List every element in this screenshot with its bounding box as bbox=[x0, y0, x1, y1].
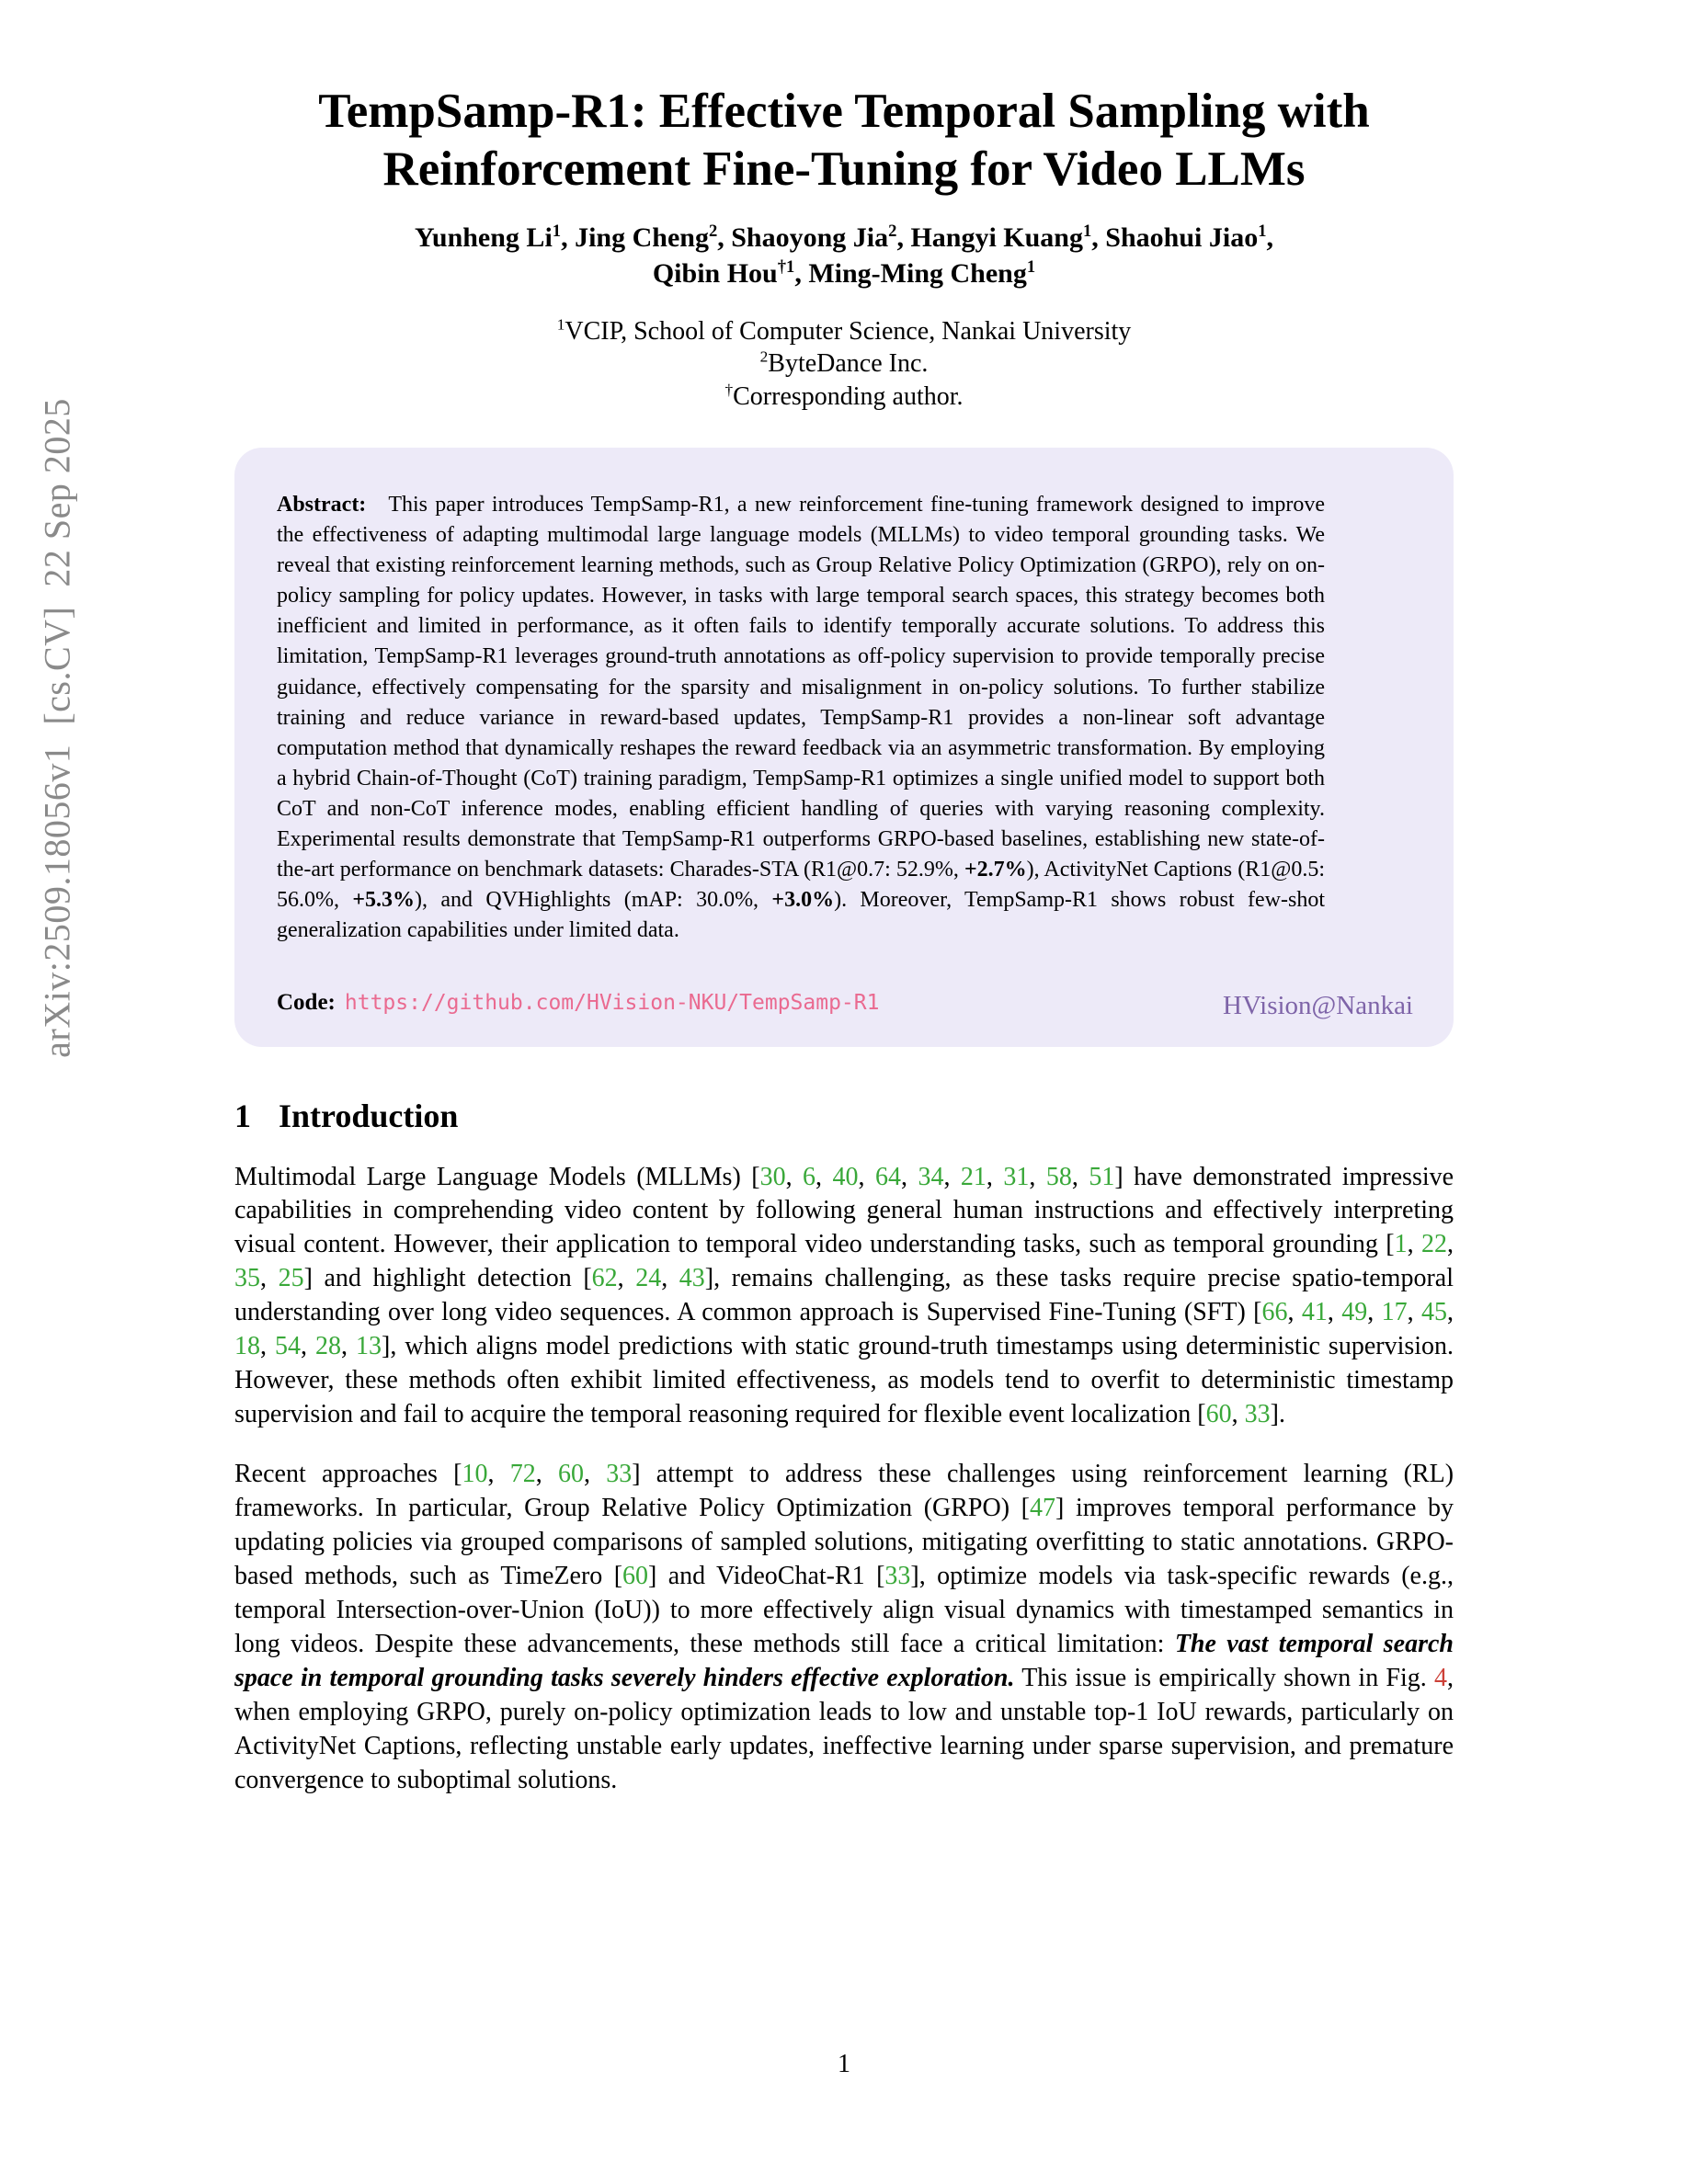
code-label: Code: bbox=[277, 989, 336, 1015]
citation-ref-link[interactable]: 40 bbox=[832, 1162, 859, 1191]
superscript-marker: †1 bbox=[777, 257, 795, 278]
superscript-marker: 2 bbox=[759, 348, 769, 366]
text-segment: , when employing GRPO, purely on-policy optimization leads to low and unstable top-1 IoU rewards, particularly on ActivityNet Captions, reflecting unstable early updates, ineffective learning under sparse supervision, and premature convergence to suboptimal solutions. bbox=[234, 1663, 1454, 1794]
affiliation-2 bbox=[234, 347, 1454, 380]
section-title: Introduction bbox=[279, 1097, 459, 1134]
citation-ref-link[interactable]: 60 bbox=[622, 1561, 649, 1590]
abstract-body bbox=[277, 493, 1325, 943]
text-segment: , Jing Cheng bbox=[561, 222, 709, 254]
citation-ref-link[interactable]: 18 bbox=[234, 1332, 260, 1361]
text-segment: +5.3% bbox=[352, 888, 416, 913]
citation-ref-link[interactable]: 22 bbox=[1421, 1230, 1448, 1259]
citation-ref-link[interactable]: 60 bbox=[557, 1460, 584, 1489]
text-segment: , remains challenging, as these tasks require precise spatio-temporal understanding over long video sequences. A common approach is Supervised Fine-Tuning (SFT) bbox=[234, 1264, 1454, 1327]
citation-ref-link[interactable]: 47 bbox=[1030, 1494, 1055, 1523]
intro-paragraph-2: Recent approaches [10, 72, 60, 33] attempt to address these challenges using reinforcement learning (RL) frameworks. In particular, Group Relative Policy Optimization (GRPO) [47] improves temporal performance by updating policies via grouped comparisons of sampled solutions, mitigating overfitting to static annotations. GRPO-based methods, such as TimeZero [60] and VideoChat-R1 [33], optimize models via task-specific rewards (e.g., temporal Intersection-over-Union (IoU)) to more effectively align visual dynamics with timestamped semantics in long videos. Despite these advancements, these methods still face a critical limitation: The vast temporal search space in temporal grounding tasks severely hinders effective exploration. This issue is empirically shown in Fig. 4, when employing GRPO, purely on-policy optimization leads to low and unstable top-1 IoU rewards, particularly on ActivityNet Captions, reflecting unstable early updates, ineffective learning under sparse supervision, and premature convergence to suboptimal solutions. bbox=[234, 1460, 1454, 1794]
text-segment: , which aligns model predictions with static ground-truth timestamps using deterministic supervision. However, these methods often exhibit limited effectiveness, as models tend to overfit to deterministic timestamp supervision and fail to acquire the temporal reasoning required for flexible event localization bbox=[234, 1332, 1454, 1429]
section-heading-introduction bbox=[234, 1097, 1454, 1135]
citation-ref-link[interactable]: 17 bbox=[1381, 1298, 1408, 1327]
citation-ref-link[interactable]: 21 bbox=[960, 1162, 987, 1191]
text-segment: Qibin Hou bbox=[652, 258, 778, 290]
text-segment: , Shaohui Jiao bbox=[1091, 222, 1259, 254]
citation-ref-link[interactable]: 66 bbox=[1261, 1298, 1288, 1327]
affiliations bbox=[234, 315, 1454, 413]
superscript-marker: 2 bbox=[888, 222, 897, 242]
arxiv-watermark: arXiv:2509.18056v1 [cs.CV] 22 Sep 2025 bbox=[36, 398, 78, 1058]
text-segment: , bbox=[1266, 222, 1274, 254]
text-segment: ByteDance Inc. bbox=[768, 349, 929, 379]
figure-ref-link[interactable]: 4 bbox=[1434, 1663, 1447, 1692]
affiliation-corresponding-note bbox=[234, 381, 1454, 413]
abstract-box bbox=[234, 448, 1454, 1047]
citation-ref-link[interactable]: 60 bbox=[1205, 1400, 1232, 1429]
superscript-marker: † bbox=[724, 381, 734, 399]
text-segment: , optimize models via task-specific rewards (e.g., temporal Intersection-over-Union (IoU)) to more effectively align visual dynamics with timestamped semantics in long videos. Despite these advancements, these methods still face a critical limitation: bbox=[234, 1561, 1454, 1658]
text-segment: , Ming-Ming Cheng bbox=[794, 258, 1027, 290]
text-segment: , Hangyi Kuang bbox=[896, 222, 1083, 254]
text-segment: , Shaoyong Jia bbox=[717, 222, 889, 254]
text-segment: Multimodal Large Language Models (MLLMs) bbox=[234, 1162, 752, 1191]
superscript-marker: 1 bbox=[552, 222, 562, 242]
title-line-2: Reinforcement Fine-Tuning for Video LLMs bbox=[382, 142, 1306, 196]
text-segment: Yunheng Li bbox=[414, 222, 553, 254]
title-line-1: TempSamp-R1: Effective Temporal Sampling with bbox=[318, 85, 1370, 138]
affiliation-1 bbox=[234, 315, 1454, 347]
text-segment: have demonstrated impressive capabilities in comprehending video content by following general human instructions and effectively interpreting visual content. However, their application to temporal video understanding tasks, such as temporal grounding bbox=[234, 1162, 1454, 1259]
citation-ref-link[interactable]: 30 bbox=[759, 1162, 786, 1191]
text-segment: VCIP, School of Computer Science, Nankai University bbox=[565, 317, 1132, 347]
citation-ref-link[interactable]: 28 bbox=[315, 1332, 342, 1361]
text-segment: and VideoChat-R1 bbox=[656, 1561, 877, 1590]
author-line-2 bbox=[234, 256, 1454, 291]
citation-ref-link[interactable]: 10 bbox=[462, 1460, 488, 1489]
citation-ref-link[interactable]: 33 bbox=[884, 1561, 911, 1590]
citation-ref-link[interactable]: 64 bbox=[874, 1162, 901, 1191]
page-number: 1 bbox=[838, 2050, 850, 2078]
text-segment: and highlight detection bbox=[312, 1264, 584, 1293]
superscript-marker: 1 bbox=[556, 315, 565, 334]
citation-ref-link[interactable]: 34 bbox=[918, 1162, 944, 1191]
text-segment: This paper introduces TempSamp-R1, a new reinforcement fine-tuning framework designed to improve the effectiveness of adapting multimodal large language models (MLLMs) to video temporal grounding tasks. We reveal that existing reinforcement learning methods, such as Group Relative Policy Optimization (GRPO), rely on on-policy sampling for policy updates. However, in tasks with large temporal search spaces, this strategy becomes both inefficient and limited in performance, as it often fails to identify temporally accurate solutions. To address this limitation, TempSamp-R1 leverages ground-truth annotations as off-policy supervision to provide temporally precise guidance, effectively compensating for the sparsity and misalignment in on-policy solutions. To further stabilize training and reduce variance in reward-based updates, TempSamp-R1 provides a non-linear soft advantage computation method that dynamically reshapes the reward feedback via an asymmetric transformation. By employing a hybrid Chain-of-Thought (CoT) training paradigm, TempSamp-R1 optimizes a single unified model to support both CoT and non-CoT inference modes, enabling efficient handling of queries with varying reasoning complexity. Experimental results demonstrate that TempSamp-R1 outperforms GRPO-based baselines, establishing new state-of-the-art performance on benchmark datasets: Charades-STA (R1@0.7: 52.9%, bbox=[277, 492, 1325, 882]
citation-ref-link[interactable]: 72 bbox=[509, 1460, 536, 1489]
abstract-label: Abstract: bbox=[277, 492, 367, 517]
abstract-paragraph bbox=[277, 490, 1325, 947]
text-segment: ). Moreover, TempSamp-R1 shows robust few-shot generalization capabilities under limited data. bbox=[277, 888, 1325, 943]
citation-ref-link[interactable]: 41 bbox=[1301, 1298, 1328, 1327]
citation-ref-link[interactable]: 33 bbox=[1244, 1400, 1271, 1429]
citation-ref-link[interactable]: 24 bbox=[635, 1264, 662, 1293]
text-segment: Recent approaches bbox=[234, 1460, 454, 1489]
text-segment: attempt to address these challenges using reinforcement learning (RL) frameworks. In particular, Group Relative Policy Optimization (GRPO) bbox=[234, 1460, 1454, 1523]
citation-ref-link[interactable]: 1 bbox=[1394, 1230, 1408, 1259]
superscript-marker: 1 bbox=[1026, 257, 1036, 278]
code-url-link[interactable]: https://github.com/HVision-NKU/TempSamp-R1 bbox=[344, 990, 880, 1015]
citation-ref-link[interactable]: 33 bbox=[606, 1460, 633, 1489]
citation-ref-link[interactable]: 31 bbox=[1003, 1162, 1030, 1191]
citation-ref-link[interactable]: 13 bbox=[356, 1332, 382, 1361]
text-segment: The vast temporal search space in temporal grounding tasks severely hinders effective exploration. bbox=[234, 1629, 1454, 1692]
superscript-marker: 1 bbox=[1083, 222, 1092, 242]
citation-ref-link[interactable]: 58 bbox=[1045, 1162, 1072, 1191]
paper-content bbox=[234, 83, 1454, 1798]
author-line-1 bbox=[234, 220, 1454, 256]
citation-ref-link[interactable]: 43 bbox=[679, 1264, 705, 1293]
code-row bbox=[277, 985, 1413, 1020]
text-segment: +2.7% bbox=[964, 858, 1027, 882]
citation-ref-link[interactable]: 35 bbox=[234, 1264, 260, 1293]
text-segment: ), ActivityNet Captions (R1@0.5: 56.0%, bbox=[277, 858, 1325, 913]
citation-ref-link[interactable]: 45 bbox=[1421, 1298, 1448, 1327]
paper-title bbox=[234, 83, 1454, 198]
text-segment: This issue is empirically shown in Fig. bbox=[1014, 1663, 1434, 1692]
citation-ref-link[interactable]: 49 bbox=[1341, 1298, 1368, 1327]
superscript-marker: 2 bbox=[708, 222, 718, 242]
citation-ref-link[interactable]: 25 bbox=[278, 1264, 304, 1293]
text-segment: . bbox=[1278, 1400, 1285, 1429]
citation-ref-link[interactable]: 51 bbox=[1089, 1162, 1115, 1191]
citation-ref-link[interactable]: 6 bbox=[803, 1162, 816, 1191]
author-list bbox=[234, 220, 1454, 291]
section-number: 1 bbox=[234, 1097, 251, 1134]
text-segment: Corresponding author. bbox=[733, 381, 964, 411]
superscript-marker: 1 bbox=[1258, 222, 1267, 242]
citation-ref-link[interactable]: 54 bbox=[275, 1332, 302, 1361]
text-segment: +3.0% bbox=[771, 888, 835, 913]
text-segment: improves temporal performance by updating policies via grouped comparisons of sampled solutions, mitigating overfitting to static annotations. GRPO-based methods, such as TimeZero bbox=[234, 1494, 1454, 1590]
citation-ref-link[interactable]: 62 bbox=[591, 1264, 618, 1293]
hvision-nankai-badge: HVision@Nankai bbox=[1223, 990, 1413, 1020]
code-line bbox=[277, 990, 879, 1016]
text-segment: ), and QVHighlights (mAP: 30.0%, bbox=[415, 888, 772, 913]
intro-paragraph-1: Multimodal Large Language Models (MLLMs) [30, 6, 40, 64, 34, 21, 31, 58, 51] have demonstrated impressive capabilities in comprehending video content by following general human instructions and effectively interpreting visual content. However, their application to temporal video understanding tasks, such as temporal grounding [1, 22, 35, 25] and highlight detection [62, 24, 43], remains challenging, as these tasks require precise spatio-temporal understanding over long video sequences. A common approach is Supervised Fine-Tuning (SFT) [66, 41, 49, 17, 45, 18, 54, 28, 13], which aligns model predictions with static ground-truth timestamps using deterministic supervision. However, these methods often exhibit limited effectiveness, as models tend to overfit to deterministic timestamp supervision and fail to acquire the temporal reasoning required for flexible event localization [60, 33]. bbox=[234, 1162, 1454, 1429]
